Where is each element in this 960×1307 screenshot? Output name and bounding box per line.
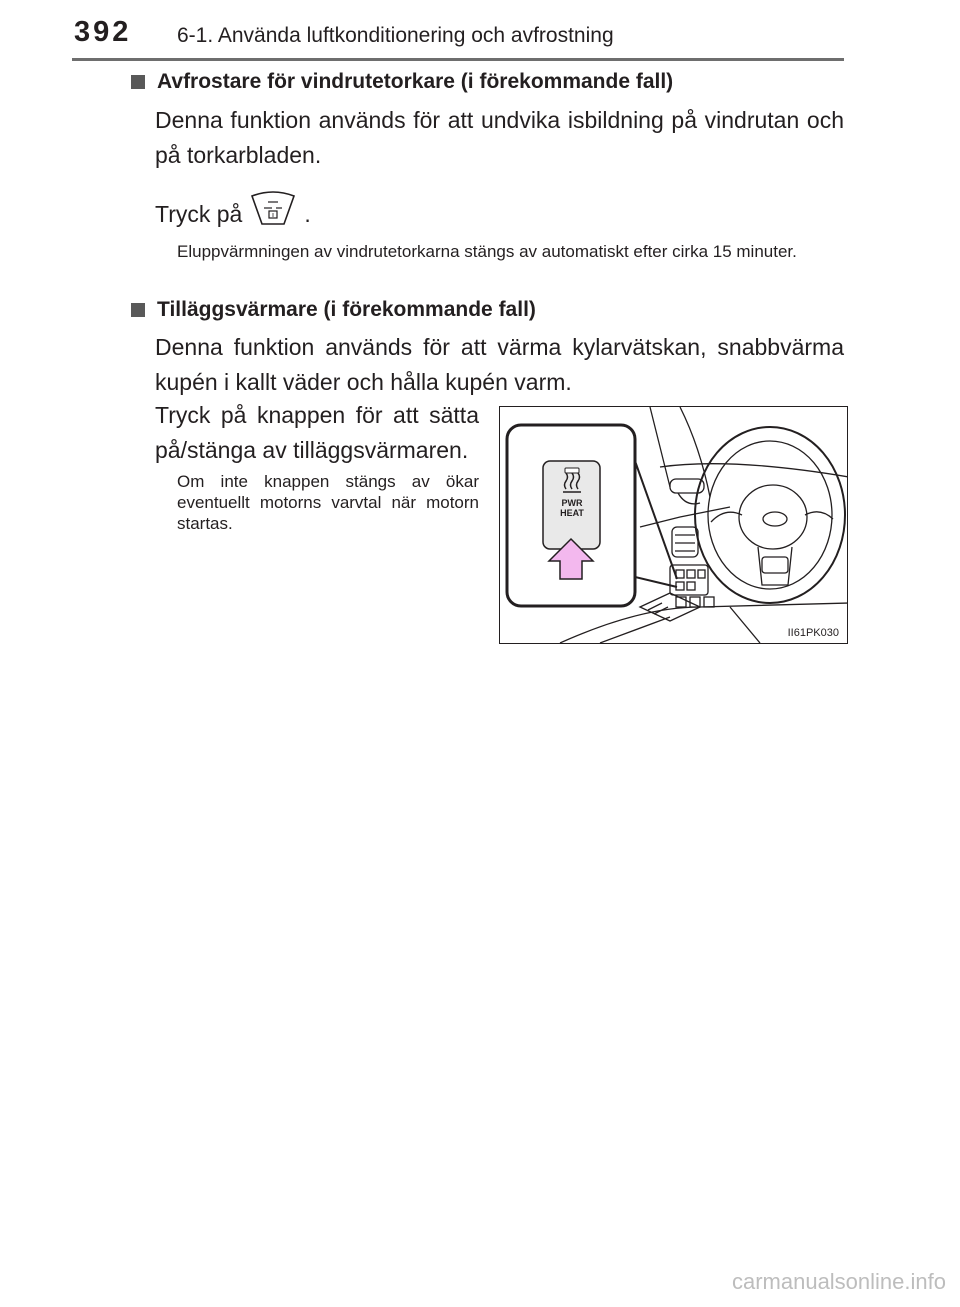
wiper-deicer-note: Eluppvärmningen av vindrutetorkarna stängs av automatiskt efter cirka 15 minuter. bbox=[177, 242, 797, 261]
wiper-deicer-description: Denna funktion används för att undvika isbildning på vindrutan och på torkarbladen. bbox=[155, 107, 844, 168]
watermark: carmanualsonline.info bbox=[731, 1269, 946, 1294]
instruction-suffix: . bbox=[304, 200, 311, 227]
button-label-pwr: PWR bbox=[561, 498, 583, 508]
aux-heater-heading bbox=[131, 298, 536, 322]
wiper-deicer-heading-text: Avfrostare för vindrutetorkare (i förekommande fall) bbox=[157, 70, 674, 93]
figure-code: II61PK030 bbox=[787, 627, 839, 639]
page-number: 392 bbox=[74, 16, 132, 48]
windshield-wiper-deicer-icon bbox=[248, 190, 298, 238]
instruction-prefix: Tryck på bbox=[155, 200, 243, 227]
aux-heater-heading-text: Tilläggsvärmare (i förekommande fall) bbox=[157, 298, 536, 321]
section-title: 6-1. Använda luftkonditionering och avfrostning bbox=[177, 24, 614, 47]
aux-heater-description: Denna funktion används för att värma kylarvätskan, snabbvärma kupén i kallt väder och hålla kupén varm. bbox=[155, 334, 844, 395]
wiper-deicer-heading bbox=[131, 70, 673, 94]
button-label-heat: HEAT bbox=[560, 508, 584, 518]
heading-square-icon bbox=[131, 75, 145, 89]
dashboard-drawing bbox=[500, 407, 848, 644]
dashboard-illustration bbox=[499, 406, 848, 644]
aux-heater-instruction: Tryck på knappen för att sätta på/stänga av tilläggsvärmaren. bbox=[155, 402, 479, 463]
aux-heater-note: Om inte knappen stängs av ökar eventuellt motorns varvtal när motorn startas. bbox=[177, 472, 479, 533]
wiper-deicer-instruction bbox=[155, 190, 311, 238]
header-rule bbox=[72, 58, 844, 61]
heading-square-icon bbox=[131, 303, 145, 317]
